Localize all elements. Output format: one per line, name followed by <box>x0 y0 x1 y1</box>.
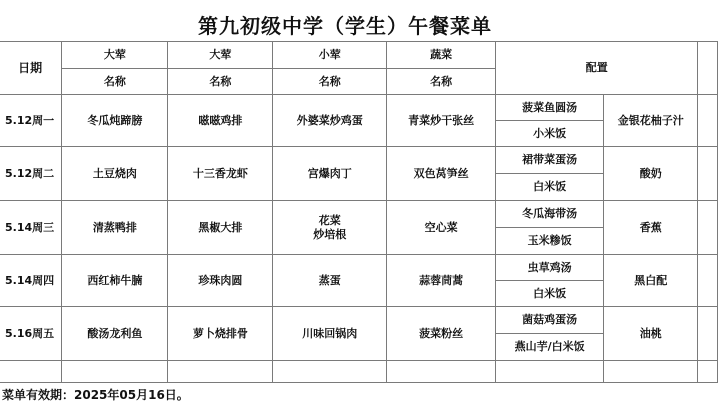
header-name: 名称 <box>273 69 387 95</box>
soup-cell: 菌菇鸡蛋汤 <box>496 307 604 334</box>
dish-cell: 珍珠肉圆 <box>168 255 273 307</box>
date-cell: 5.12周一 <box>0 95 62 147</box>
soup-cell: 冬瓜海带汤 <box>496 201 604 228</box>
dish-line: 炒培根 <box>313 227 347 241</box>
soup-cell: 虫草鸡汤 <box>496 255 604 281</box>
empty-cell <box>698 361 718 383</box>
blank-cell <box>698 147 718 201</box>
date-cell: 5.14周四 <box>0 255 62 307</box>
empty-cell <box>0 361 62 383</box>
staple-cell: 燕山芋/白米饭 <box>496 334 604 361</box>
header-category: 小荤 <box>273 42 387 69</box>
page-title: 第九初级中学（学生）午餐菜单 <box>198 14 492 38</box>
header-name: 名称 <box>62 69 168 95</box>
dish-cell: 十三香龙虾 <box>168 147 273 201</box>
dish-cell: 萝卜烧排骨 <box>168 307 273 361</box>
extra-cell: 金银花柚子汁 <box>604 95 698 147</box>
empty-cell <box>387 361 496 383</box>
dish-cell: 西红柿牛腩 <box>62 255 168 307</box>
date-cell: 5.12周二 <box>0 147 62 201</box>
staple-cell: 白米饭 <box>496 281 604 307</box>
dish-cell: 宫爆肉丁 <box>273 147 387 201</box>
extra-cell: 酸奶 <box>604 147 698 201</box>
dish-cell: 黑椒大排 <box>168 201 273 255</box>
staple-cell: 玉米糁饭 <box>496 228 604 255</box>
empty-cell <box>62 361 168 383</box>
dish-cell <box>273 201 387 255</box>
soup-cell: 菠菜鱼圆汤 <box>496 95 604 121</box>
header-name: 名称 <box>387 69 496 95</box>
table-row <box>0 201 718 228</box>
empty-cell <box>273 361 387 383</box>
extra-cell: 油桃 <box>604 307 698 361</box>
empty-cell <box>496 361 604 383</box>
staple-cell: 白米饭 <box>496 174 604 201</box>
dish-cell: 清蒸鸭排 <box>62 201 168 255</box>
blank-cell <box>698 307 718 361</box>
header-date: 日期 <box>0 42 62 95</box>
soup-cell: 裙带菜蛋汤 <box>496 147 604 174</box>
table-row <box>0 95 718 121</box>
empty-cell <box>168 361 273 383</box>
veg-cell: 空心菜 <box>387 201 496 255</box>
veg-cell: 蒜蓉茼蒿 <box>387 255 496 307</box>
blank-cell <box>698 201 718 255</box>
header-category: 蔬菜 <box>387 42 496 69</box>
extra-cell: 香蕉 <box>604 201 698 255</box>
table-row <box>0 307 718 334</box>
validity-note: 菜单有效期：2025年05月16日。 <box>2 388 189 402</box>
staple-cell: 小米饭 <box>496 121 604 147</box>
dish-cell: 蒸蛋 <box>273 255 387 307</box>
dish-cell: 嗞嗞鸡排 <box>168 95 273 147</box>
empty-cell <box>604 361 698 383</box>
date-cell: 5.14周三 <box>0 201 62 255</box>
table-row <box>0 255 718 281</box>
date-cell: 5.16周五 <box>0 307 62 361</box>
dish-cell: 川味回锅肉 <box>273 307 387 361</box>
header-blank <box>698 42 718 95</box>
extra-cell: 黑白配 <box>604 255 698 307</box>
header-row-categories <box>0 42 718 69</box>
blank-cell <box>698 255 718 307</box>
blank-cell <box>698 95 718 147</box>
header-name: 名称 <box>168 69 273 95</box>
table-row-empty <box>0 361 718 383</box>
dish-cell: 冬瓜炖蹄膀 <box>62 95 168 147</box>
lunch-menu-table <box>0 41 718 383</box>
veg-cell: 菠菜粉丝 <box>387 307 496 361</box>
dish-cell: 外婆菜炒鸡蛋 <box>273 95 387 147</box>
dish-line: 花菜 <box>318 213 341 227</box>
veg-cell: 双色莴笋丝 <box>387 147 496 201</box>
table-row <box>0 147 718 174</box>
dish-cell: 酸汤龙利鱼 <box>62 307 168 361</box>
dish-cell: 土豆烧肉 <box>62 147 168 201</box>
header-category: 大荤 <box>168 42 273 69</box>
header-peizhi: 配置 <box>496 42 698 95</box>
header-category: 大荤 <box>62 42 168 69</box>
veg-cell: 青菜炒干张丝 <box>387 95 496 147</box>
